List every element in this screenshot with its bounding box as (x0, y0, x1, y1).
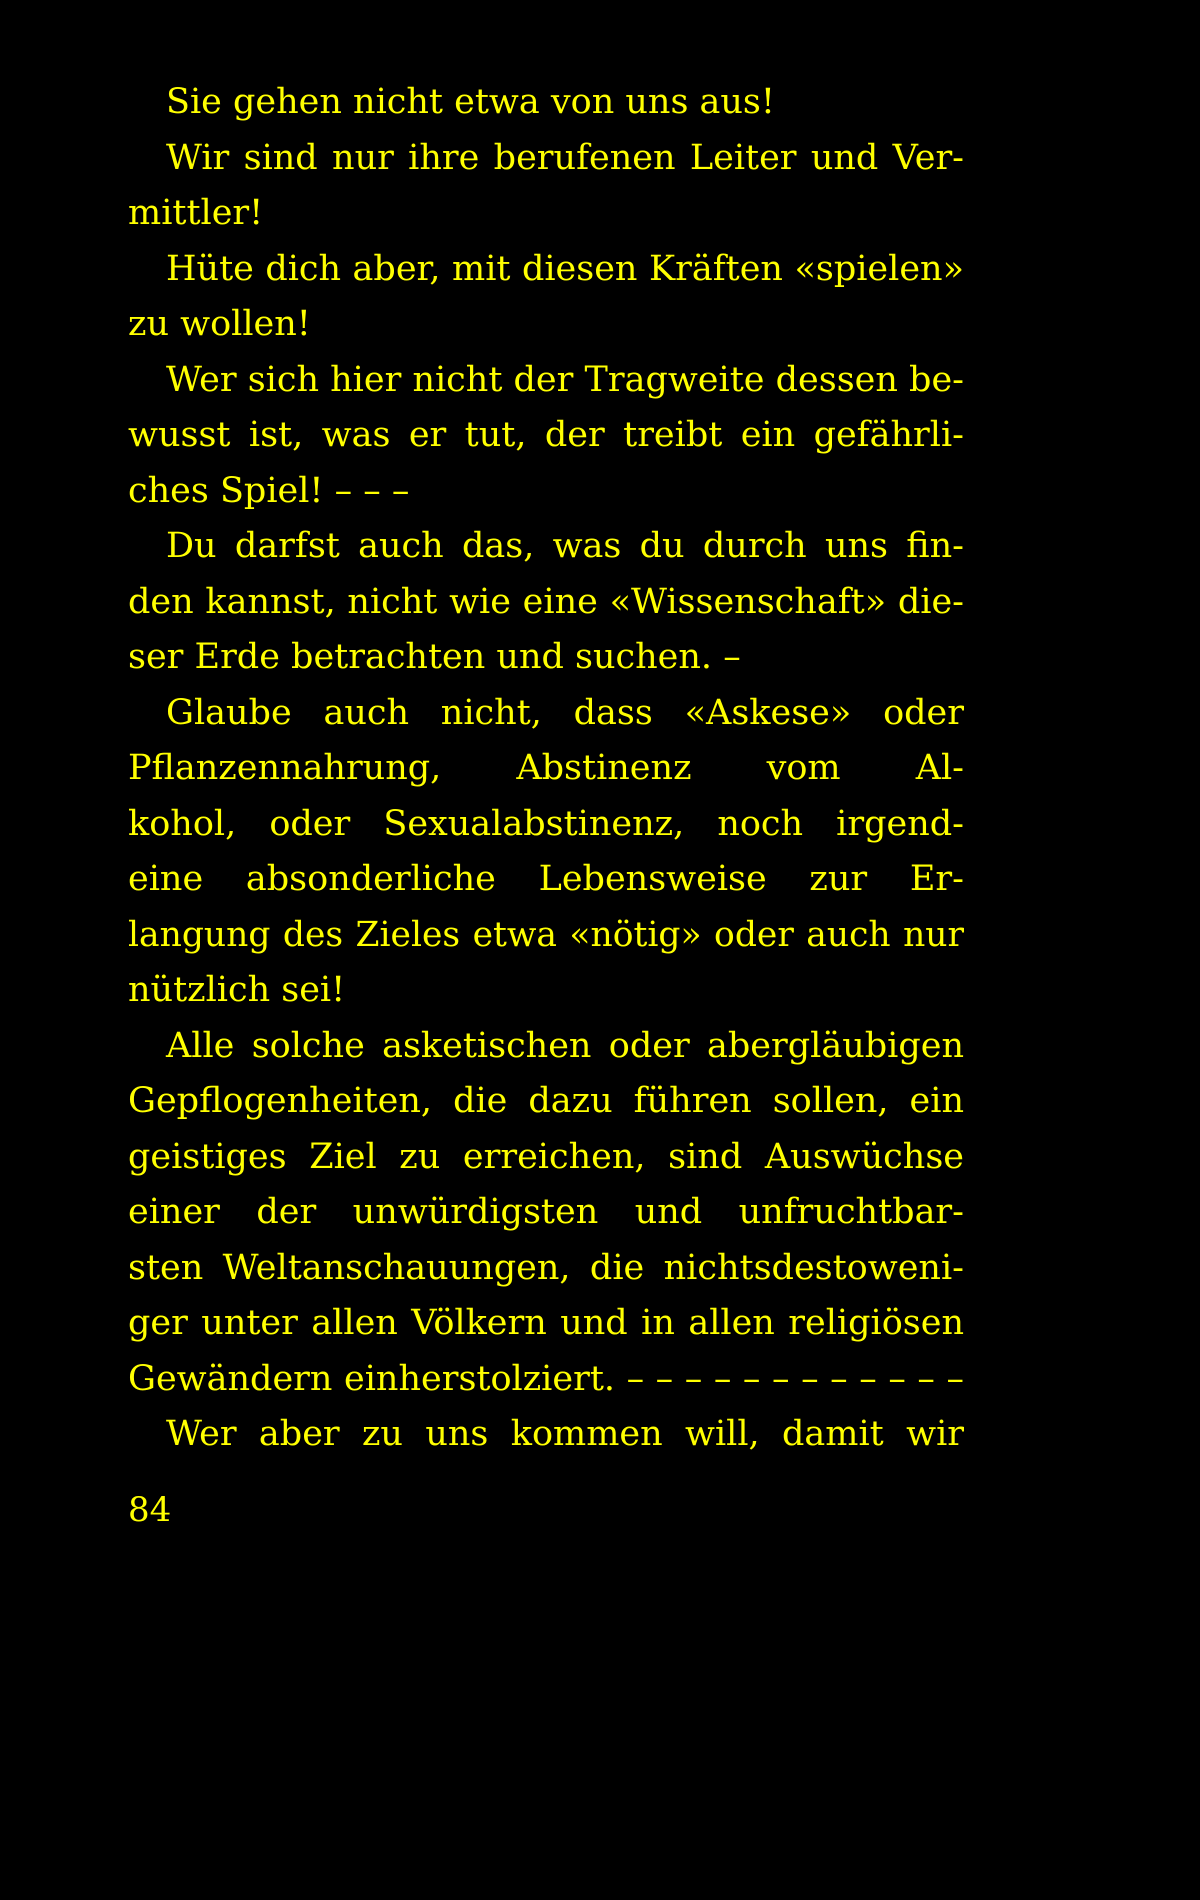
text-line: ches Spiel! – – – (128, 470, 410, 511)
text-line: Wir sind nur ihre berufenen Leiter und Ver- (166, 137, 964, 178)
text-line: wusst ist, was er tut, der treibt ein gefährli- (128, 415, 964, 455)
text-line: Gepflogenheiten, die dazu führen sollen, ein (128, 1081, 964, 1121)
text-line: mittler! (128, 193, 264, 233)
text-line: den kannst, nicht wie eine «Wissenschaft» die- (128, 581, 964, 622)
text-line: langung des Zieles etwa «nötig» oder auch nur (128, 914, 964, 955)
text-line: eine absonderliche Lebensweise zur Er- (128, 859, 964, 899)
text-line: ger unter allen Völkern und in allen religiösen (128, 1303, 964, 1343)
text-line: Du darfst auch das, was du durch uns fin- (166, 526, 964, 566)
text-line: ser Erde betrachten und suchen. – (128, 637, 741, 677)
page-body-text (128, 76, 964, 1464)
text-line: Wer sich hier nicht der Tragweite dessen be- (166, 359, 964, 400)
text-line: Sie gehen nicht etwa von uns aus! (166, 82, 775, 122)
text-line: Glaube auch nicht, dass «Askese» oder (166, 692, 964, 733)
text-line: nützlich sei! (128, 970, 346, 1010)
text-line: kohol, oder Sexualabstinenz, noch irgend- (128, 803, 964, 844)
page-number: 84 (128, 1490, 172, 1530)
text-line: zu wollen! (128, 304, 311, 344)
text-line: Alle solche asketischen oder abergläubigen (166, 1025, 964, 1066)
text-line: geistiges Ziel zu erreichen, sind Auswüchse (128, 1136, 964, 1177)
text-line: sten Weltanschauungen, die nichtsdestoweni- (128, 1247, 964, 1288)
text-line: einer der unwürdigsten und unfruchtbar- (128, 1192, 964, 1232)
text-line: Hüte dich aber, mit diesen Kräften «spielen» (166, 248, 964, 289)
text-line: Pflanzennahrung, Abstinenz vom Al- (128, 748, 964, 788)
text-line: Gewändern einherstolziert. – – – – – – – – – – – – (128, 1358, 964, 1399)
text-line: Wer aber zu uns kommen will, damit wir (166, 1414, 964, 1454)
